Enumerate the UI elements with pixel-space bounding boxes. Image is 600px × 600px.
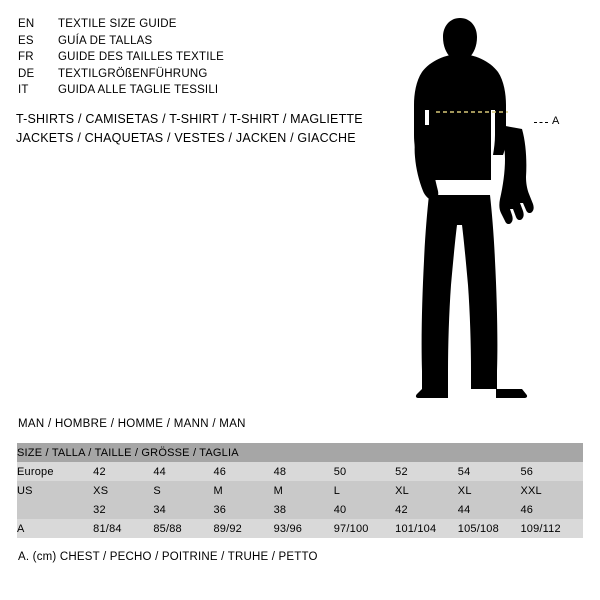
language-row <box>18 33 368 50</box>
language-code: ES <box>18 34 34 47</box>
language-code: IT <box>18 84 29 96</box>
row-value: 105/108 <box>458 519 521 538</box>
row-value: XL <box>395 481 458 500</box>
language-text: TEXTILE SIZE GUIDE <box>58 18 177 30</box>
row-value: M <box>213 481 273 500</box>
table-header-row <box>17 443 583 462</box>
row-value: 38 <box>274 500 334 519</box>
table-row <box>17 500 583 519</box>
row-value: 89/92 <box>213 519 273 538</box>
row-value: 56 <box>520 462 583 481</box>
row-value: 42 <box>395 500 458 519</box>
row-value: 40 <box>334 500 395 519</box>
row-value: 85/88 <box>153 519 213 538</box>
row-value: 50 <box>334 462 395 481</box>
row-value: L <box>334 481 395 500</box>
table-title: MAN / HOMBRE / HOMME / MANN / MAN <box>18 418 246 430</box>
row-value: 52 <box>395 462 458 481</box>
measure-label-a: A <box>552 115 560 127</box>
row-value: 42 <box>93 462 153 481</box>
row-label: A <box>17 519 93 538</box>
row-value: 109/112 <box>520 519 583 538</box>
row-value: XXL <box>520 481 583 500</box>
language-code: FR <box>18 51 34 63</box>
row-value: XL <box>458 481 521 500</box>
language-row <box>18 16 368 33</box>
table-footnote: A. (cm) CHEST / PECHO / POITRINE / TRUHE / PETTO <box>18 551 318 563</box>
category-line-tshirts: T-SHIRTS / CAMISETAS / T-SHIRT / T-SHIRT / MAGLIETTE <box>16 112 363 126</box>
row-value: 93/96 <box>274 519 334 538</box>
language-code: EN <box>18 18 35 30</box>
row-label: US <box>17 481 93 500</box>
row-value: 46 <box>520 500 583 519</box>
language-row <box>18 82 368 99</box>
table-row <box>17 481 583 500</box>
measure-leader-line <box>534 122 548 123</box>
row-value: 44 <box>458 500 521 519</box>
row-value: XS <box>93 481 153 500</box>
size-table <box>17 443 583 538</box>
row-value: 97/100 <box>334 519 395 538</box>
language-text: GUÍA DE TALLAS <box>58 34 153 47</box>
row-value: S <box>153 481 213 500</box>
body-figure <box>400 10 600 410</box>
row-value: M <box>274 481 334 500</box>
language-text: GUIDE DES TAILLES TEXTILE <box>58 51 225 63</box>
row-value: 44 <box>153 462 213 481</box>
row-value: 36 <box>213 500 273 519</box>
language-text: GUIDA ALLE TAGLIE TESSILI <box>58 84 219 96</box>
row-value: 81/84 <box>93 519 153 538</box>
language-list <box>18 16 368 99</box>
row-label <box>17 500 93 519</box>
row-value: 101/104 <box>395 519 458 538</box>
row-value: 54 <box>458 462 521 481</box>
row-label: Europe <box>17 462 93 481</box>
row-value: 32 <box>93 500 153 519</box>
category-line-jackets: JACKETS / CHAQUETAS / VESTES / JACKEN / GIACCHE <box>16 131 356 145</box>
table-header-label: SIZE / TALLA / TAILLE / GRÖSSE / TAGLIA <box>17 443 583 462</box>
language-row <box>18 49 368 66</box>
male-silhouette-icon <box>400 10 600 410</box>
row-value: 48 <box>274 462 334 481</box>
language-code: DE <box>18 67 35 80</box>
table-row <box>17 519 583 538</box>
table-row <box>17 462 583 481</box>
language-row <box>18 66 368 83</box>
category-list <box>16 110 416 148</box>
row-value: 46 <box>213 462 273 481</box>
row-value: 34 <box>153 500 213 519</box>
language-text: TEXTILGRÖßENFÜHRUNG <box>58 67 208 80</box>
